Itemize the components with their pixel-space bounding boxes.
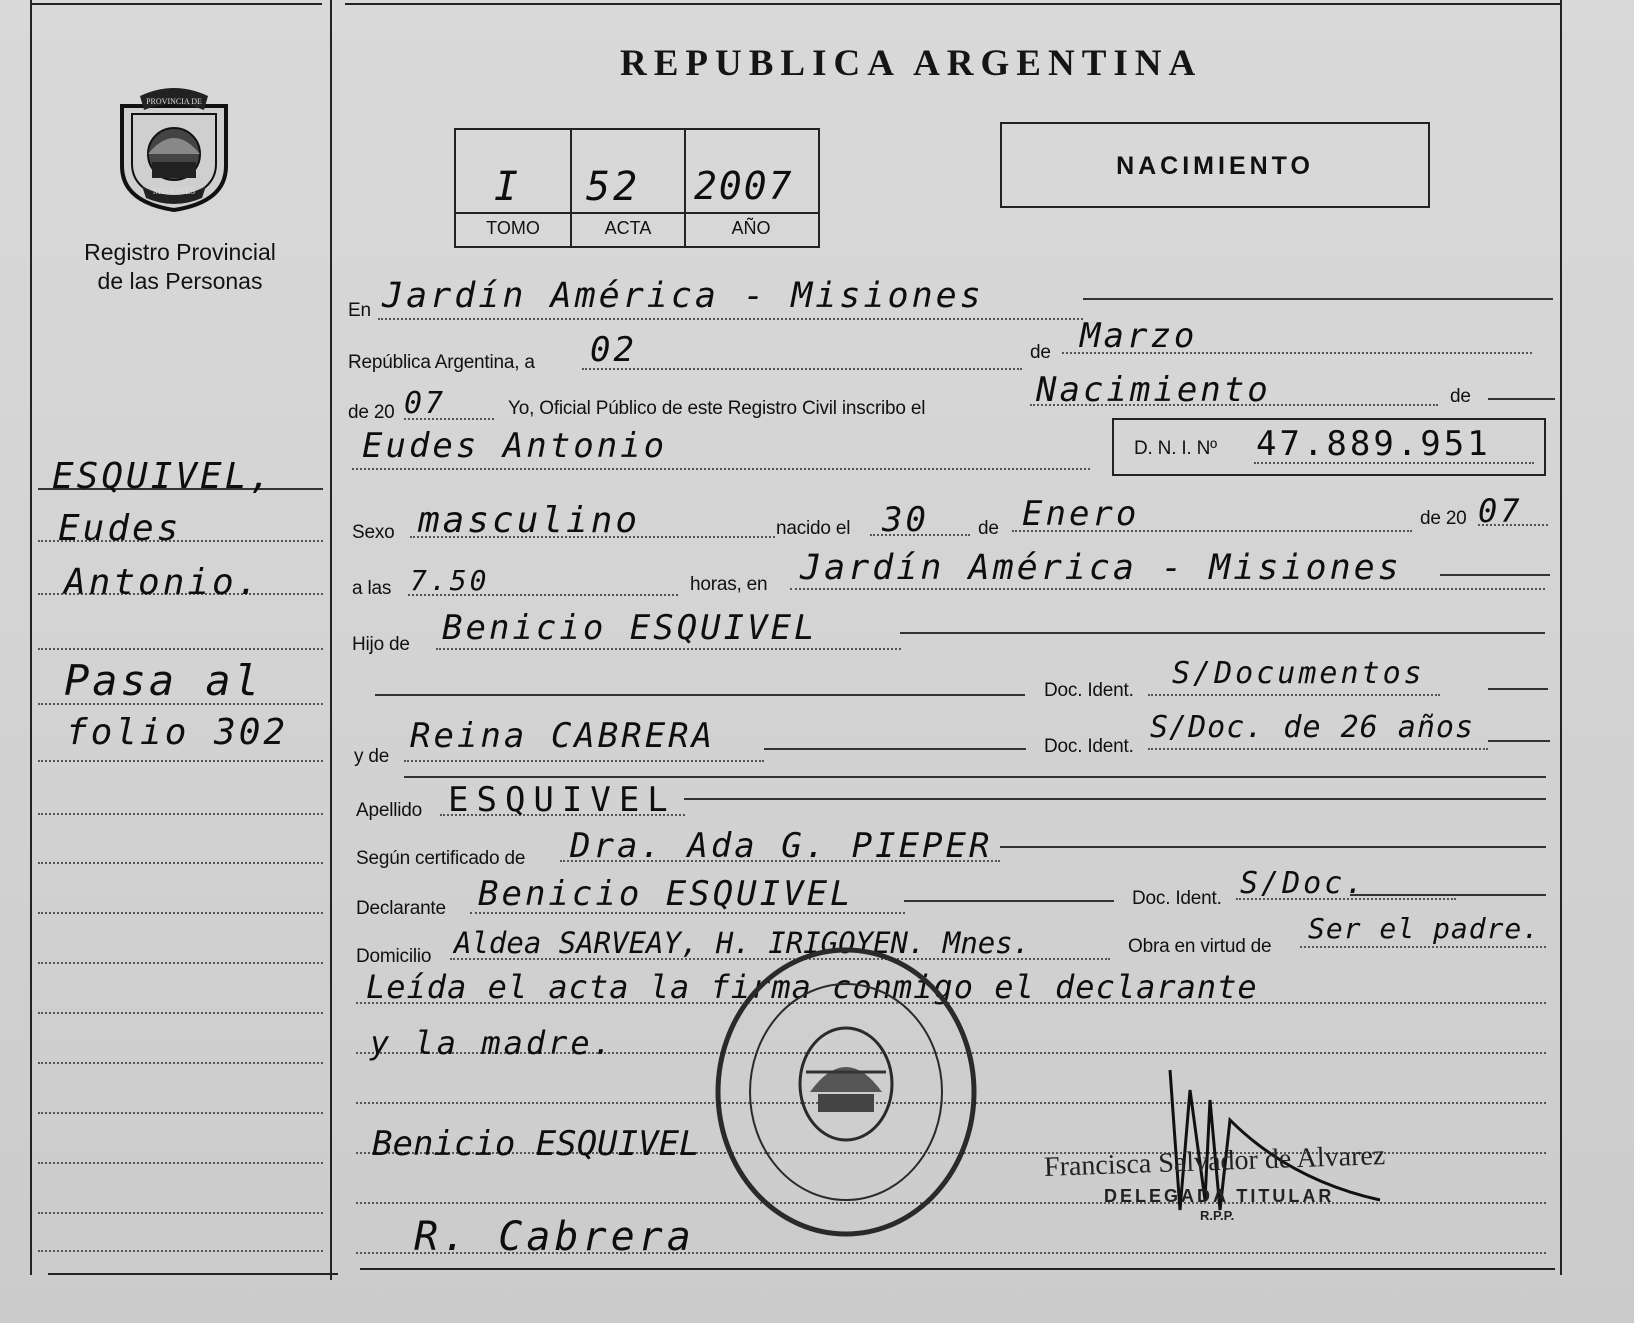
sidebar-line <box>38 1212 323 1214</box>
month-value: Marzo <box>1080 316 1198 356</box>
birth-place-line-tail <box>1440 574 1550 576</box>
birth-month-value: Enero <box>1022 494 1140 534</box>
de-line-tail <box>1488 398 1555 400</box>
sidebar-line <box>38 813 323 815</box>
birth-place-value: Jardín América - Misiones <box>800 548 1402 588</box>
sidebar-line <box>38 648 323 650</box>
en-label: En <box>348 300 371 321</box>
sidebar-line <box>38 1162 323 1164</box>
official-title: DELEGADA TITULAR <box>1104 1186 1335 1206</box>
birth-day-value: 30 <box>882 500 929 540</box>
provincial-seal-icon <box>112 82 236 212</box>
certificado-line-tail <box>1000 846 1546 848</box>
bottom-rule-right <box>360 1268 1555 1270</box>
year-prefix-label: de 20 <box>348 402 395 423</box>
obra-label: Obra en virtud de <box>1128 936 1272 957</box>
obra-line <box>1300 946 1546 948</box>
republica-label: República Argentina, a <box>348 352 535 373</box>
left-border <box>30 0 32 1275</box>
declarant-signature: Benicio ESQUIVEL <box>372 1124 700 1164</box>
declarante-doc-value: S/Doc. <box>1240 866 1367 901</box>
sidebar-line <box>38 1250 323 1252</box>
apellido-label: Apellido <box>356 800 423 821</box>
box-divider-horizontal <box>456 212 818 214</box>
birth-place-line <box>790 588 1545 590</box>
svg-text:MISIONES: MISIONES <box>152 186 196 196</box>
tomo-label: TOMO <box>486 218 540 238</box>
day-value: 02 <box>590 330 637 370</box>
mother-doc-value: S/Doc. de 26 años <box>1150 710 1475 745</box>
en-line-tail <box>1083 298 1553 300</box>
certificado-label: Según certificado de <box>356 848 526 869</box>
inscribo-value: Nacimiento <box>1036 370 1271 410</box>
official-stamp-icon <box>706 942 986 1242</box>
mother-value: Reina CABRERA <box>410 716 716 756</box>
dni-label: D. N. I. Nº <box>1134 438 1217 459</box>
sidebar-line <box>38 912 323 914</box>
dni-box <box>1112 418 1546 476</box>
mother-signature: R. Cabrera <box>414 1214 695 1260</box>
top-rule-left <box>30 3 322 5</box>
anio-label: AÑO <box>731 218 771 238</box>
right-border <box>1560 0 1562 1275</box>
mother-line-tail <box>764 748 1026 750</box>
domicilio-label: Domicilio <box>356 946 432 967</box>
margin-note-line-1: Pasa al <box>64 656 263 705</box>
tomo-value: I <box>494 164 522 210</box>
bottom-rule-left <box>48 1273 338 1275</box>
country-title: REPUBLICA ARGENTINA <box>620 43 1203 84</box>
month-de-label: de <box>1030 342 1051 363</box>
certificado-value: Dra. Ada G. PIEPER <box>570 826 993 866</box>
official-unit: R.P.P. <box>1200 1208 1235 1223</box>
horas-label: horas, en <box>690 574 768 595</box>
sexo-value: masculino <box>418 500 641 541</box>
svg-text:PROVINCIA DE: PROVINCIA DE <box>146 97 202 106</box>
yde-label: y de <box>354 746 390 767</box>
tomo-acta-anio-box <box>454 128 820 248</box>
name-line <box>352 468 1090 470</box>
birth-year-line <box>1478 524 1548 526</box>
sidebar-line <box>38 1112 323 1114</box>
sexo-label: Sexo <box>352 522 395 543</box>
registry-name <box>50 238 310 296</box>
dni-value: 47.889.951 <box>1256 424 1491 464</box>
year-value: 07 <box>404 386 447 421</box>
margin-divider <box>330 0 332 1280</box>
mother-line <box>404 760 764 762</box>
oficial-label: Yo, Oficial Público de este Registro Civil inscribo el <box>508 398 926 419</box>
domicilio-value: Aldea SARVEAY, H. IRIGOYEN. Mnes. <box>454 926 1031 960</box>
father-doc-value: S/Documentos <box>1172 656 1425 691</box>
father-extra-line <box>375 694 1025 696</box>
day-line <box>582 368 1022 370</box>
sidebar-line <box>38 760 323 762</box>
mother-doc-line-tail <box>1488 740 1550 742</box>
father-doc-line <box>1148 694 1440 696</box>
hijo-label: Hijo de <box>352 634 410 655</box>
sidebar-line <box>38 962 323 964</box>
declarante-doc-line-tail <box>1350 894 1546 896</box>
en-line <box>378 318 1083 320</box>
record-type: NACIMIENTO <box>1116 152 1314 180</box>
father-line-tail <box>900 632 1545 634</box>
margin-first-name: Eudes <box>58 508 182 549</box>
margin-note-line-2: folio 302 <box>66 712 289 753</box>
official-name: Francisca Salvador de Alvarez <box>1043 1140 1386 1183</box>
nota-line-2: y la madre. <box>370 1024 615 1062</box>
apellido-line-tail <box>684 798 1546 800</box>
year-line <box>404 418 494 420</box>
margin-second-name: Antonio. <box>64 562 262 603</box>
registry-line-1: Registro Provincial <box>84 239 276 265</box>
declarante-doc-label: Doc. Ident. <box>1132 888 1222 909</box>
acta-value: 52 <box>586 164 641 210</box>
birth-month-de-label: de <box>978 518 999 539</box>
top-rule-right <box>345 3 1560 5</box>
declarante-line-tail <box>904 900 1114 902</box>
margin-surname: ESQUIVEL, <box>52 456 275 497</box>
birth-year-prefix: de 20 <box>1420 508 1467 529</box>
registry-line-2: de las Personas <box>97 268 263 294</box>
nacido-label: nacido el <box>776 518 851 539</box>
apellido-value: ESQUIVEL <box>448 780 676 820</box>
obra-value: Ser el padre. <box>1308 912 1541 945</box>
father-value: Benicio ESQUIVEL <box>442 608 818 648</box>
mother-doc-line <box>1148 748 1488 750</box>
inscribo-de-label: de <box>1450 386 1471 407</box>
acta-label: ACTA <box>604 218 652 238</box>
hora-value: 7.50 <box>410 564 490 597</box>
mother-extra-line <box>404 776 1546 778</box>
name-value: Eudes Antonio <box>362 426 668 466</box>
mother-doc-label: Doc. Ident. <box>1044 736 1134 757</box>
sidebar-line <box>38 1062 323 1064</box>
record-type-box <box>1000 122 1430 208</box>
nota-line-1: Leída el acta la firma conmigo el declarante <box>366 968 1258 1006</box>
en-value: Jardín América - Misiones <box>382 276 984 316</box>
declarante-label: Declarante <box>356 898 446 919</box>
father-doc-label: Doc. Ident. <box>1044 680 1134 701</box>
sidebar-line <box>38 1012 323 1014</box>
father-doc-line-tail <box>1488 688 1548 690</box>
declarante-value: Benicio ESQUIVEL <box>478 874 854 914</box>
father-line <box>436 648 901 650</box>
birth-year-value: 07 <box>1478 492 1523 530</box>
sidebar-line <box>38 862 323 864</box>
alas-label: a las <box>352 578 392 599</box>
anio-value: 2007 <box>694 164 794 208</box>
